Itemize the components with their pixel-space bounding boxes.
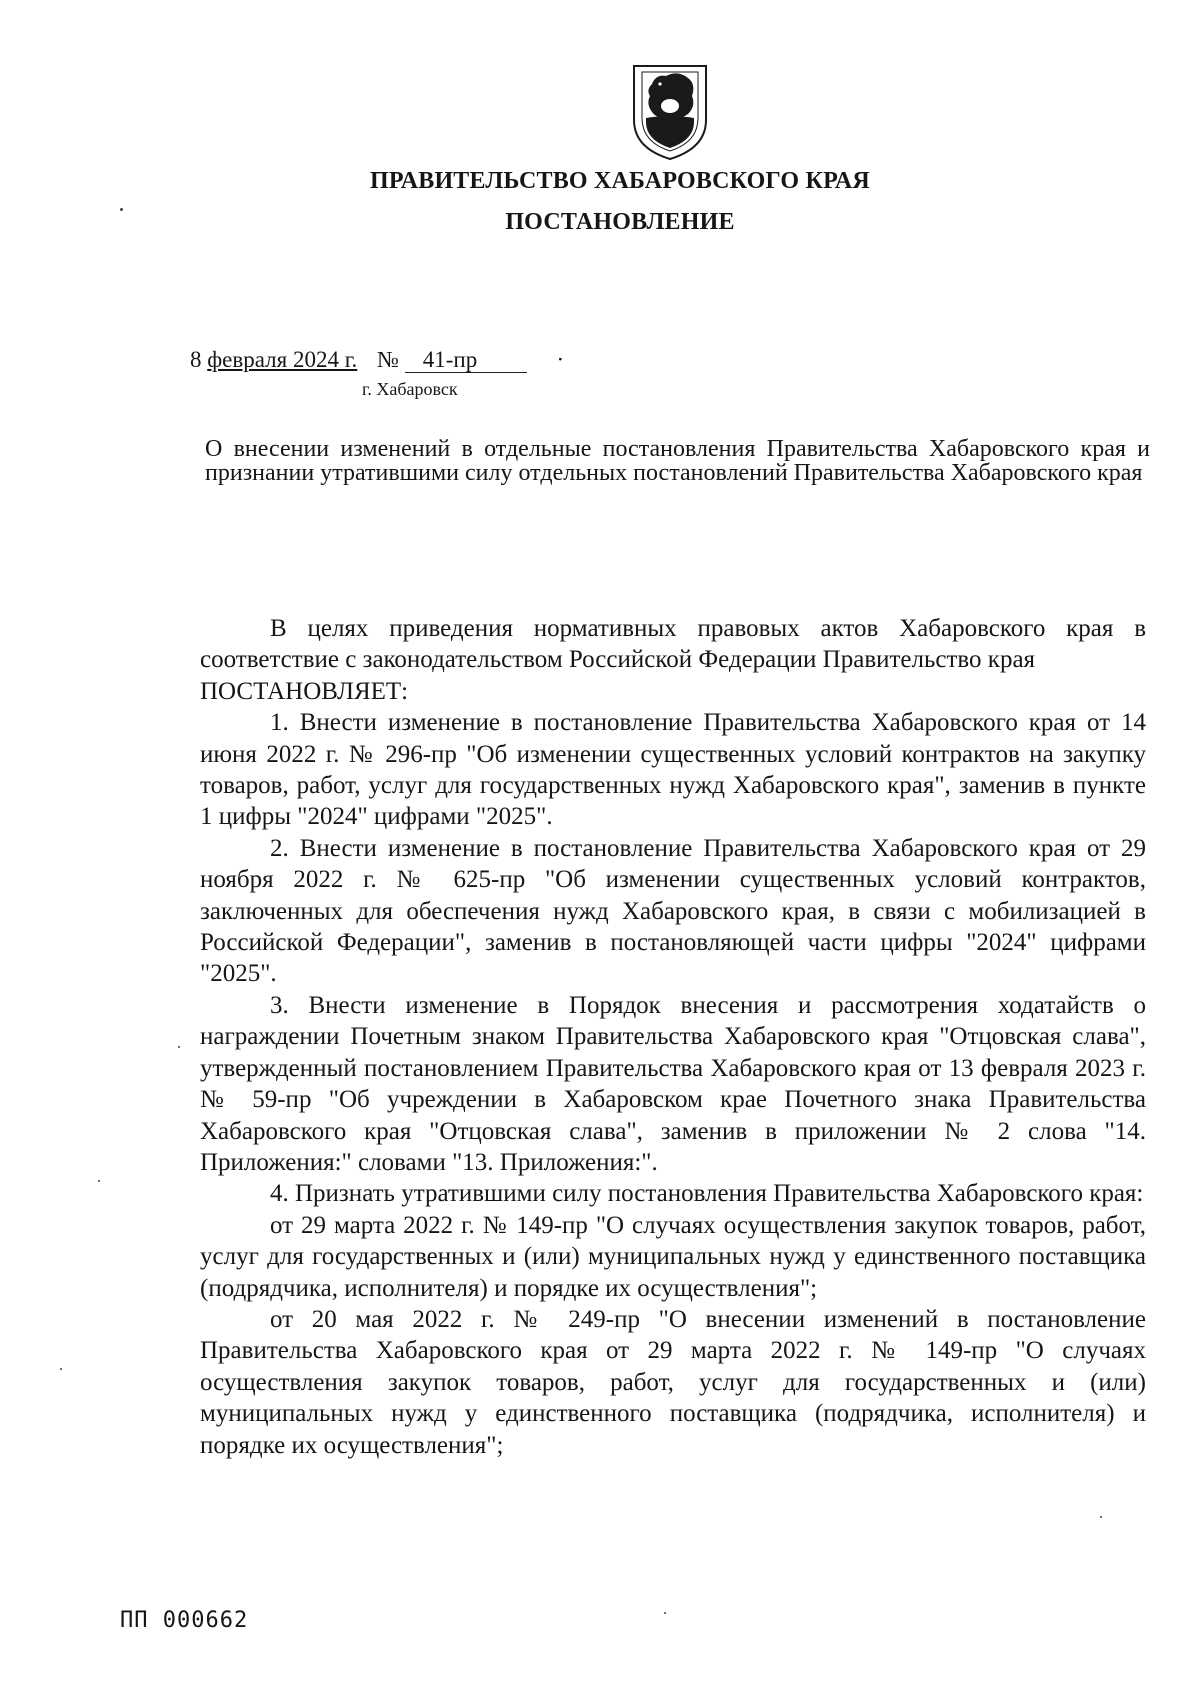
stray-mark: ·: [556, 347, 565, 372]
document-subject: О внесении изменений в отдельные постановления Правительства Хабаровского края и признании утратившими силу отдельных постановлений Правительства Хабаровского края: [205, 436, 1150, 486]
scan-speck: [178, 1046, 180, 1048]
date-day: 8: [190, 347, 202, 372]
registration-line: [190, 347, 564, 373]
item-1-paragraph: 1. Внести изменение в постановление Правительства Хабаровского края от 14 июня 2022 г. № 296-пр "Об изменении существенных условий контрактов на закупку товаров, работ, услуг для государственных нужд Хабаровского края", заменив в пункте 1 цифры "2024" цифрами "2025".: [200, 709, 1146, 831]
item-4-sub-paragraph-b: от 20 мая 2022 г. № 249-пр "О внесении изменений в постановление Правительства Хабаровского края от 29 марта 2022 г. № 149-пр "О случаях осуществления закупок товаров, работ, услуг для государственных и (или) муниципальных нужд у единственного поставщика (подрядчика, исполнителя) и порядке их осуществления";: [200, 1305, 1146, 1459]
document-type-heading: ПОСТАНОВЛЕНИЕ: [505, 209, 735, 235]
scan-speck: [1100, 1516, 1102, 1518]
scan-speck: [120, 208, 123, 211]
khabarovsk-coat-of-arms-icon: [630, 62, 710, 162]
scan-speck: [664, 1612, 666, 1614]
document-body: [200, 613, 1146, 1461]
form-serial-number: ПП 000662: [120, 1608, 249, 1633]
item-4-sub-paragraph-a: от 29 марта 2022 г. № 149-пр "О случаях осуществления закупок товаров, работ, услуг для государственных и (или) муниципальных нужд у единственного поставщика (подрядчика, исполнителя) и порядке их осуществления";: [200, 1211, 1146, 1302]
scan-speck: [60, 1368, 62, 1370]
preamble-paragraph: В целях приведения нормативных правовых актов Хабаровского края в соответствие с законодательством Российской Федерации Правительство края: [200, 615, 1146, 674]
item-2-paragraph: 2. Внести изменение в постановление Правительства Хабаровского края от 29 ноября 2022 г. № 625-пр "Об изменении существенных условий контрактов, заключенных для обеспечения нужд Хабаровского края, в связи с мобилизацией в Российской Федерации", заменив в постановляющей части цифры "2024" цифрами "2025".: [200, 834, 1146, 988]
resolves-heading: ПОСТАНОВЛЯЕТ:: [200, 677, 409, 705]
document-number: 41-пр: [405, 348, 527, 373]
item-3-paragraph: 3. Внести изменение в Порядок внесения и рассмотрения ходатайств о награждении Почетным знаком Правительства Хабаровского края "Отцовская слава", утвержденный постановлением Правительства Хабаровского края от 13 февраля 2023 г. № 59-пр "Об учреждении в Хабаровском крае Почетного знака Правительства Хабаровского края "Отцовская слава", заменив в приложении № 2 слова "14. Приложения:" словами "13. Приложения:".: [200, 991, 1146, 1176]
date-month-year: февраля 2024 г.: [207, 347, 358, 372]
item-4-paragraph: 4. Признать утратившими силу постановления Правительства Хабаровского края:: [270, 1180, 1144, 1208]
organization-title: ПРАВИТЕЛЬСТВО ХАБАРОВСКОГО КРАЯ: [370, 168, 870, 194]
scan-speck: [98, 1180, 100, 1182]
place-of-issue: г. Хабаровск: [362, 379, 458, 399]
number-sign: №: [377, 347, 399, 372]
